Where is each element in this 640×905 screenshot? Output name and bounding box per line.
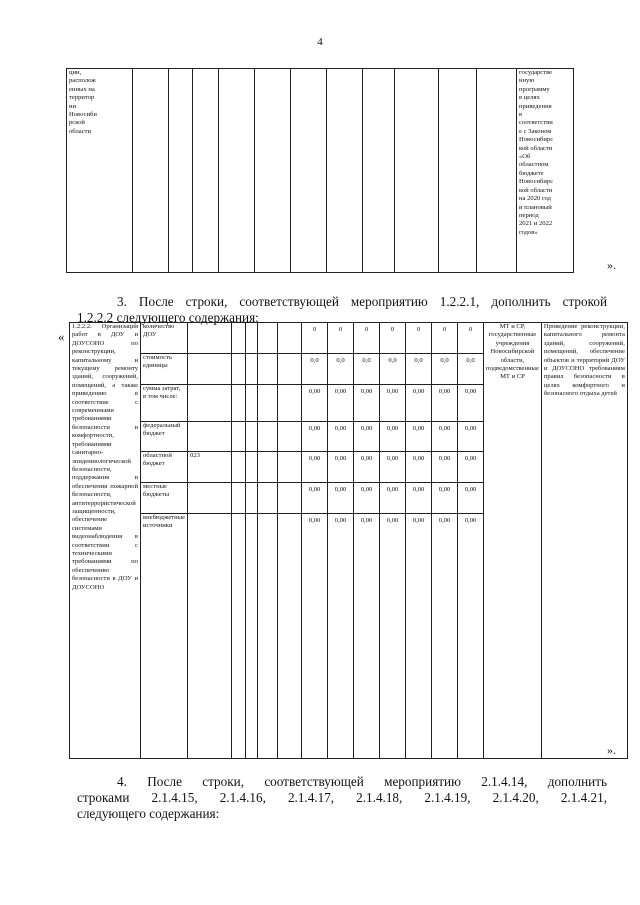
value-cell: 0,00	[380, 385, 406, 422]
value-cell: 0,00	[458, 483, 484, 514]
value-cell: 0,00	[432, 452, 458, 483]
value-cell: 0,00	[380, 483, 406, 514]
row-code	[188, 354, 232, 385]
row-code	[188, 514, 232, 759]
activity-cell: 1.2.2.2. Организация работ в ДОУ и ДОУСОНО по реконструкции, капитальному и текущему ремонту зданий, сооружений, помещений, а также приведению в соответствие с современными требованиями безопасности и комфортности, требованиями санитарно-эпидемиологической безопасности, поддержания и обеспечения пожарной безопасности, антитеррористической защищенности, обеспечение системами видеонаблюдения в соответствии с техническими требованиями по обеспечению безопасности в ДОУ и ДОУСОНО	[70, 323, 141, 759]
row-code	[188, 323, 232, 354]
value-cell: 0,00	[380, 452, 406, 483]
row-label: федеральный бюджет	[141, 422, 188, 452]
value-cell: 0,00	[432, 422, 458, 452]
value-cell: 0,00	[328, 452, 354, 483]
value-cell: 0	[458, 323, 484, 354]
value-cell: 0,00	[432, 385, 458, 422]
value-cell: 0,0	[432, 354, 458, 385]
value-cell: 0,00	[302, 452, 328, 483]
value-cell: 0	[432, 323, 458, 354]
closing-quote-1: ».	[607, 258, 616, 272]
value-cell: 0	[302, 323, 328, 354]
row-label: стоимость единицы	[141, 354, 188, 385]
value-cell: 0,00	[458, 514, 484, 759]
value-cell: 0,00	[406, 452, 432, 483]
value-cell: 0,0	[354, 354, 380, 385]
value-cell: 0,00	[354, 483, 380, 514]
value-cell: 0,0	[406, 354, 432, 385]
value-cell: 0,00	[354, 422, 380, 452]
paragraph-3-line-2: 1.2.2.2 следующего содержания:	[77, 310, 259, 325]
value-cell: 0,00	[458, 422, 484, 452]
top-table-fragment	[66, 68, 574, 273]
opening-quote: «	[58, 329, 65, 344]
value-cell: 0,00	[354, 452, 380, 483]
executor-cell: МТ и СР, государственные учреждения Новосибирской области, подведомственные МТ и СР	[484, 323, 542, 759]
value-cell: 0,00	[406, 483, 432, 514]
row-code	[188, 483, 232, 514]
value-cell: 0,0	[328, 354, 354, 385]
value-cell: 0,0	[380, 354, 406, 385]
top-table-first-cell: ции, располож енных на территор ии Новосиби рской области	[67, 69, 133, 273]
value-cell: 0,00	[380, 514, 406, 759]
value-cell: 0	[328, 323, 354, 354]
closing-quote-2: ».	[607, 743, 616, 757]
measure-table	[69, 322, 628, 759]
value-cell: 0,00	[302, 483, 328, 514]
value-cell: 0,00	[406, 422, 432, 452]
top-table-last-cell: государстве нную программу в целях приведения в соответстви е с Законом Новосибирс кой области «Об областном бюджете Новосибирс кой области на 2020 год и плановый период 2021 и 2022 годов»	[517, 69, 574, 273]
row-label: внебюджетные источники	[141, 514, 188, 759]
value-cell: 0,00	[302, 385, 328, 422]
value-cell: 0	[406, 323, 432, 354]
value-cell: 0,00	[432, 483, 458, 514]
value-cell: 0,00	[328, 385, 354, 422]
value-cell: 0,00	[302, 514, 328, 759]
row-label: местные бюджеты	[141, 483, 188, 514]
value-cell: 0,00	[302, 422, 328, 452]
paragraph-4-line-1: 4. После строки, соответствующей мероприятию 2.1.4.14, дополнить	[117, 774, 607, 789]
value-cell: 0	[354, 323, 380, 354]
value-cell: 0,00	[354, 385, 380, 422]
value-cell: 0,00	[380, 422, 406, 452]
value-cell: 0	[380, 323, 406, 354]
result-cell: Проведение реконструкции, капитального ремонта зданий, сооружений, помещений, обеспечение объектов и территорий ДОУ и ДОУСОНО требованиям правил безопасности в целях комфортного и безопасного отдыха детей	[541, 323, 627, 759]
page-number: 4	[317, 36, 323, 48]
value-cell: 0,00	[406, 385, 432, 422]
row-label: сумма затрат, в том числе:	[141, 385, 188, 422]
value-cell: 0,00	[354, 514, 380, 759]
row-label: количество ДОУ	[141, 323, 188, 354]
row-code: 023	[188, 452, 232, 483]
value-cell: 0,00	[406, 514, 432, 759]
value-cell: 0,00	[432, 514, 458, 759]
value-cell: 0,0	[302, 354, 328, 385]
value-cell: 0,00	[328, 422, 354, 452]
value-cell: 0,00	[328, 514, 354, 759]
value-cell: 0,0	[458, 354, 484, 385]
paragraph-4	[77, 774, 607, 822]
row-code	[188, 385, 232, 422]
paragraph-4-line-2: строками 2.1.4.15, 2.1.4.16, 2.1.4.17, 2.1.4.18, 2.1.4.19, 2.1.4.20, 2.1.4.21,	[77, 790, 607, 805]
paragraph-3-line-1: 3. После строки, соответствующей мероприятию 1.2.2.1, дополнить строкой	[117, 294, 607, 309]
row-code	[188, 422, 232, 452]
row-label: областной бюджет	[141, 452, 188, 483]
paragraph-4-line-3: следующего содержания:	[77, 806, 220, 821]
value-cell: 0,00	[458, 452, 484, 483]
value-cell: 0,00	[458, 385, 484, 422]
value-cell: 0,00	[328, 483, 354, 514]
